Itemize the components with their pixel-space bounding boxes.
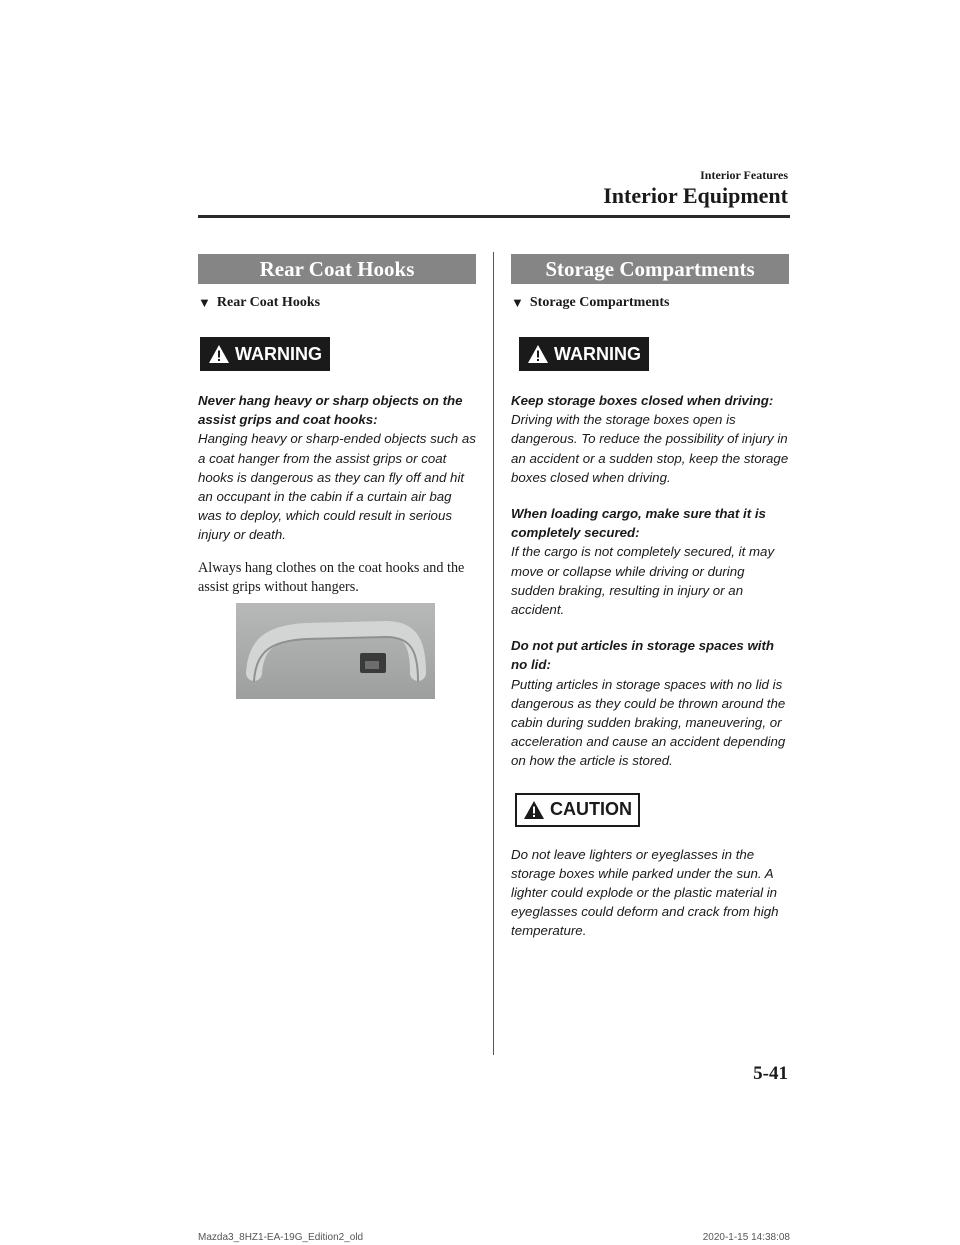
warning-label <box>200 337 330 371</box>
warning-item-title: Do not put articles in storage spaces with no lid: <box>511 638 775 673</box>
coat-hook-instruction: Always hang clothes on the coat hooks and the assist grips without hangers. <box>198 559 465 595</box>
right-column <box>511 254 789 941</box>
footer-timestamp: 2020-1-15 14:38:08 <box>702 1232 790 1243</box>
banner-rear-coat-hooks: Rear Coat Hooks <box>198 254 476 284</box>
subhead-storage-compartments <box>511 295 789 311</box>
page-number: 5-41 <box>753 1063 788 1084</box>
warning-text: Hanging heavy or sharp-ended objects such as a coat hanger from the assist grips or coat hooks is dangerous as they can fly off and hit an occupant in the cabin if a curtain air bag was to deploy, which could result in serious injury or death. <box>198 431 476 543</box>
warning-item-text: Putting articles in storage spaces with no lid is dangerous as they could be thrown around the cabin during sudden braking, maneuvering, or acceleration and cause an accident depending on how the article is stored. <box>511 676 786 769</box>
banner-storage-compartments: Storage Compartments <box>511 254 789 284</box>
left-column <box>198 254 476 699</box>
warning-label-text: WARNING <box>235 343 322 364</box>
caution-label <box>515 793 640 827</box>
subhead-label: Storage Compartments <box>529 295 670 310</box>
triangle-down-icon: ▼ <box>511 295 524 310</box>
footer-file-name: Mazda3_8HZ1-EA-19G_Edition2_old <box>198 1232 364 1243</box>
warning-icon <box>208 344 230 364</box>
triangle-down-icon: ▼ <box>198 295 211 310</box>
warning-title: Never hang heavy or sharp objects on the assist grips and coat hooks: <box>198 393 463 428</box>
warning-item-title: Keep storage boxes closed when driving: <box>511 393 774 408</box>
section-title: Interior Equipment <box>603 183 788 208</box>
column-divider <box>493 252 494 1055</box>
warning-item-title: When loading cargo, make sure that it is completely secured: <box>511 506 766 541</box>
warning-icon <box>527 344 549 364</box>
assist-grip-photo <box>236 603 435 699</box>
warning-item-text: If the cargo is not completely secured, it may move or collapse while driving or during sudden braking, resulting in injury or an accident. <box>511 544 775 618</box>
caution-body <box>511 845 789 941</box>
caution-label-text: CAUTION <box>550 799 632 820</box>
warning-label-text: WARNING <box>554 343 641 364</box>
warning-body <box>198 391 476 545</box>
warning-item-text: Driving with the storage boxes open is dangerous. To reduce the possibility of injury in an accident or a sudden stop, keep the storage boxes closed when driving. <box>511 412 789 485</box>
caution-icon <box>523 800 545 820</box>
caution-text: Do not leave lighters or eyeglasses in the storage boxes while parked under the sun. A lighter could explode or the plastic material in eyeglasses could deform and crack from high temperature. <box>511 846 779 939</box>
subhead-label: Rear Coat Hooks <box>216 295 321 310</box>
warning-body <box>511 391 789 771</box>
subhead-rear-coat-hooks <box>198 295 476 311</box>
header-rule <box>198 215 790 218</box>
chapter-title: Interior Features <box>700 168 788 182</box>
assist-grip-illustration <box>236 603 435 699</box>
warning-label <box>519 337 649 371</box>
